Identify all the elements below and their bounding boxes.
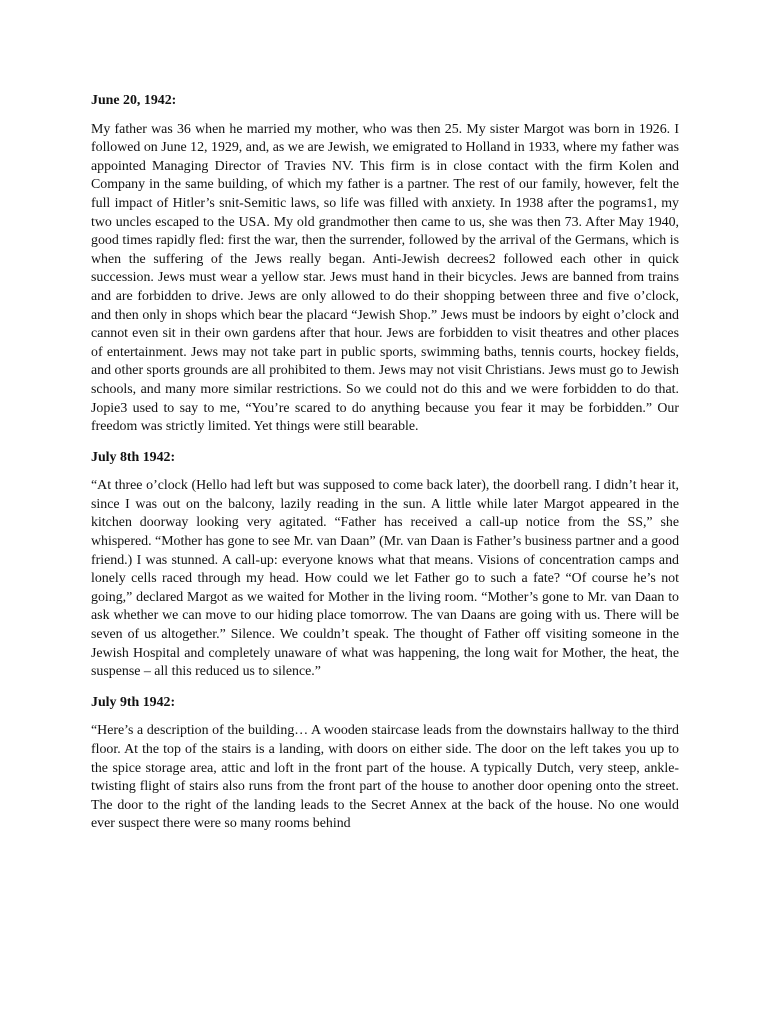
entry-body-july-8: “At three o’clock (Hello had left but was supposed to come back later), the doorbell rang. I didn’t hear it, since I was out on the balcony, lazily reading in the sun. A little while later Margot appeared in the kitchen doorway looking very agitated. “Father has received a call-up notice from the SS,” she whispered. “Mother has gone to see Mr. van Daan” (Mr. van Daan is Father’s business partner and a good friend.) I was stunned. A call-up: everyone knows what that means. Visions of concentration camps and lonely cells raced through my head. How could we let Father go to such a fate? “Of course he’s not going,” declared Margot as we waited for Mother in the living room. “Mother’s gone to Mr. van Daan to ask whether we can move to our hiding place tomorrow. The van Daans are going with us. There will be seven of us altogether.” Silence. We couldn’t speak. The thought of Father off visiting someone in the Jewish Hospital and completely unaware of what was happening, the long wait for Mother, the heat, the suspense – all this reduced us to silence.” (91, 478, 680, 680)
entry-date-june-20: June 20, 1942: (91, 93, 177, 108)
entry-body-july-9: “Here’s a description of the building… A wooden staircase leads from the downstairs hallway to the third floor. At the top of the stairs is a landing, with doors on either side. The door on the left takes you up to the spice storage area, attic and loft in the front part of the house. A typically Dutch, very steep, ankle-twisting flight of stairs also runs from the front part of the house to another door opening onto the street. The door to the right of the landing leads to the Secret Annex at the back of the house. No one would ever suspect there were so many rooms behind (91, 723, 679, 832)
entry-date-july-9: July 9th 1942: (91, 694, 176, 710)
document-page (91, 92, 679, 834)
entry-body-june-20: My father was 36 when he married my mother, who was then 25. My sister Margot was born in 1926. I followed on June 12, 1929, and, as we are Jewish, we emigrated to Holland in 1933, where my father was appointed Managing Director of Travies NV. This firm is in close contact with the firm Kolen and Company in the same building, of which my father is a partner. The rest of our family, however, felt the full impact of Hitler’s snit-Semitic laws, so life was filled with anxiety. In 1938 after the pograms1, my two uncles escaped to the USA. My old grandmother then came to us, she was then 73. After May 1940, good times rapidly fled: first the war, then the surrender, followed by the arrival of the Germans, which is when the suffering of the Jews really began. Anti-Jewish decrees2 followed each other in quick succession. Jews must wear a yellow star. Jews must hand in their bicycles. Jews are banned from trains and are forbidden to drive. Jews are only allowed to do their shopping between three and five o’clock, and then only in shops which bear the placard “Jewish Shop.” Jews must be indoors by eight o’clock and cannot even sit in their own gardens after that hour. Jews are forbidden to visit theatres and other places of entertainment. Jews may not take part in public sports, swimming baths, tennis courts, hockey fields, and other sports grounds are all prohibited to them. Jews may not visit Christians. Jews must go to Jewish schools, and many more similar restrictions. So we could not do this and we were forbidden to do that. Jopie3 used to say to me, “You’re scared to do anything because you fear it may be forbidden.” Our freedom was strictly limited. Yet things were still bearable. (91, 121, 679, 435)
entry-date-july-8: July 8th 1942: (91, 449, 176, 465)
